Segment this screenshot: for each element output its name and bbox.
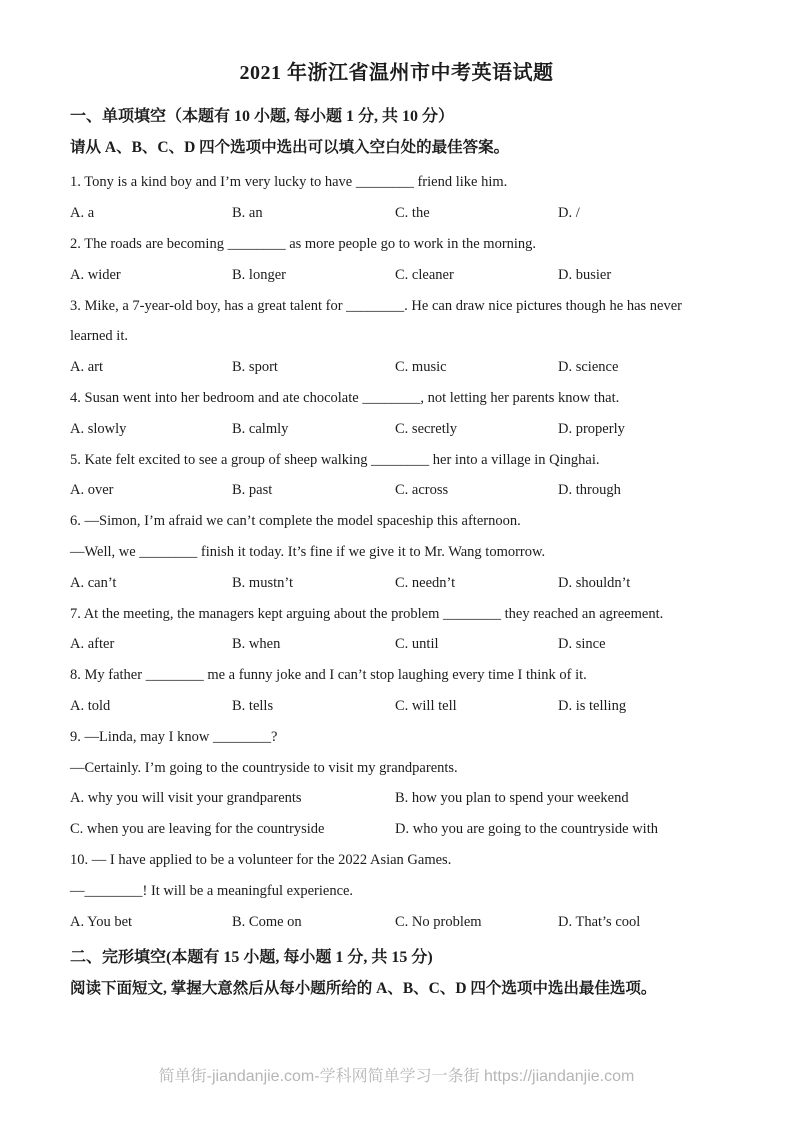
question-7-option-C: C. until [395, 636, 439, 653]
question-8-option-B: B. tells [232, 697, 274, 714]
question-6-option-B: B. mustn’t [232, 574, 293, 591]
section1-instruction: 请从 A、B、C、D 四个选项中选出可以填入空白处的最佳答案。 [70, 138, 510, 156]
question-9-option-C: C. when you are leaving for the countryside [70, 821, 325, 838]
question-10-stem: —________! It will be a meaningful experience. [70, 882, 354, 899]
question-5-option-B: B. past [232, 482, 273, 499]
question-4-option-A: A. slowly [70, 420, 127, 437]
question-8-options-row [70, 691, 723, 722]
question-7-option-B: B. when [232, 636, 281, 653]
question-10-option-A: A. You bet [70, 913, 133, 930]
question-2-options-row [70, 260, 723, 291]
question-7-stem: 7. At the meeting, the managers kept arguing about the problem ________ they reached an agreement. [70, 605, 664, 622]
question-3-option-D: D. science [558, 359, 619, 376]
question-1-stem: 1. Tony is a kind boy and I’m very lucky to have ________ friend like him. [70, 174, 508, 191]
question-4-options-row [70, 414, 723, 445]
question-9-options-row [70, 814, 723, 845]
question-1-options-row [70, 198, 723, 229]
question-10-stem: 10. — I have applied to be a volunteer for the 2022 Asian Games. [70, 851, 452, 868]
question-6-option-A: A. can’t [70, 574, 117, 591]
question-4-stem: 4. Susan went into her bedroom and ate chocolate ________, not letting her parents know that. [70, 389, 620, 406]
question-1-option-B: B. an [232, 205, 263, 222]
question-5-option-D: D. through [558, 482, 621, 499]
question-5-stem: 5. Kate felt excited to see a group of sheep walking ________ her into a village in Qinghai. [70, 451, 600, 468]
question-3-option-C: C. music [395, 359, 447, 376]
section2-instruction: 阅读下面短文, 掌握大意然后从每小题所给的 A、B、C、D 四个选项中选出最佳选项。 [70, 980, 657, 998]
question-4-option-B: B. calmly [232, 420, 289, 437]
question-8-option-D: D. is telling [558, 697, 627, 714]
question-9-option-D: D. who you are going to the countryside with [395, 821, 658, 838]
question-1-option-C: C. the [395, 205, 430, 222]
question-6-option-D: D. shouldn’t [558, 574, 631, 591]
watermark-text: 简单街-jiandanjie.com-学科网简单学习一条街 https://jiandanjie.com [158, 1068, 635, 1085]
question-1-option-D: D. / [558, 205, 580, 222]
question-9-option-A: A. why you will visit your grandparents [70, 790, 302, 807]
question-9-options-row [70, 783, 723, 814]
question-4-option-D: D. properly [558, 420, 625, 437]
question-2-option-B: B. longer [232, 266, 286, 283]
page-title: 2021 年浙江省温州市中考英语试题 [239, 62, 554, 84]
question-3-option-A: A. art [70, 359, 104, 376]
question-8-stem: 8. My father ________ me a funny joke and I can’t stop laughing every time I think of it. [70, 667, 587, 684]
question-9-stem: 9. —Linda, may I know ________? [70, 728, 278, 745]
question-3-stem: 3. Mike, a 7-year-old boy, has a great talent for ________. He can draw nice pictures though he has never learned it. [70, 297, 682, 345]
question-3-options-row [70, 352, 723, 383]
question-10-options-row [70, 907, 723, 938]
question-6-stem: 6. —Simon, I’m afraid we can’t complete the model spaceship this afternoon. [70, 513, 521, 530]
question-2-stem: 2. The roads are becoming ________ as more people go to work in the morning. [70, 235, 537, 252]
question-7-option-D: D. since [558, 636, 606, 653]
question-7-option-A: A. after [70, 636, 115, 653]
question-6-stem: —Well, we ________ finish it today. It’s fine if we give it to Mr. Wang tomorrow. [70, 543, 546, 560]
question-5-option-C: C. across [395, 482, 449, 499]
question-2-option-A: A. wider [70, 266, 121, 283]
question-list [70, 167, 723, 937]
question-2-option-D: D. busier [558, 266, 612, 283]
question-10-option-C: C. No problem [395, 913, 482, 930]
question-9-option-B: B. how you plan to spend your weekend [395, 790, 629, 807]
question-8-option-A: A. told [70, 697, 111, 714]
question-5-option-A: A. over [70, 482, 114, 499]
question-3-option-B: B. sport [232, 359, 278, 376]
question-8-option-C: C. will tell [395, 697, 457, 714]
question-6-options-row [70, 568, 723, 599]
question-4-option-C: C. secretly [395, 420, 458, 437]
section1-header: 一、单项填空（本题有 10 小题, 每小题 1 分, 共 10 分） [70, 107, 455, 125]
question-5-options-row [70, 475, 723, 506]
section2-header: 二、完形填空(本题有 15 小题, 每小题 1 分, 共 15 分) [70, 949, 433, 967]
question-9-stem: —Certainly. I’m going to the countryside to visit my grandparents. [70, 759, 458, 776]
question-2-option-C: C. cleaner [395, 266, 454, 283]
question-6-option-C: C. needn’t [395, 574, 456, 591]
question-10-option-D: D. That’s cool [558, 913, 641, 930]
question-10-option-B: B. Come on [232, 913, 302, 930]
question-7-options-row [70, 629, 723, 660]
question-1-option-A: A. a [70, 205, 95, 222]
